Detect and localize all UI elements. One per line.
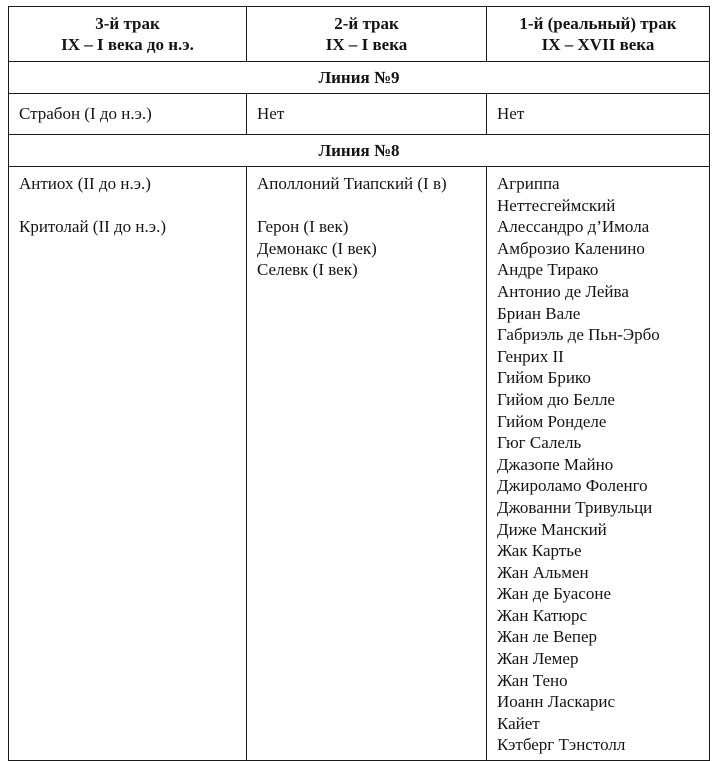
list-item: Гийом дю Белле (497, 389, 615, 409)
list-item: Иоанн Ласкарис (497, 692, 616, 712)
cell-track-3: Страбон (I до н.э.) (9, 94, 247, 135)
list-item: Генрих II (497, 346, 564, 366)
table-row-line-9 (9, 94, 710, 135)
header-cell-track-3 (9, 7, 247, 62)
list-item: Антиох (II до н.э.) (19, 174, 151, 193)
list-item: Кэтберг Тэнстолл (497, 735, 626, 755)
section-row-line-8 (9, 135, 710, 167)
header-title: 3-й трак (95, 14, 160, 33)
cell-track-2 (247, 167, 487, 761)
cell-track-1 (487, 167, 710, 761)
header-period: IX – I века до н.э. (61, 35, 194, 54)
list-item: Жан ле Вепер (497, 627, 598, 647)
list-item: Амброзио Каленино (497, 238, 645, 258)
list-item: Бриан Вале (497, 303, 581, 323)
header-period: IX – I века (325, 35, 408, 54)
section-row-line-9 (9, 62, 710, 94)
list-item: Джованни Тривульци (497, 497, 653, 517)
cell-track-1: Нет (487, 94, 710, 135)
list-item: Агриппа (497, 174, 560, 193)
header-cell-track-2 (247, 7, 487, 62)
list-item: Гийом Ронделе (497, 411, 607, 431)
list-item: Гийом Брико (497, 368, 591, 388)
list-item: Андре Тирако (497, 260, 599, 280)
list-item: Герон (I век) (257, 217, 349, 237)
header-title: 2-й трак (334, 14, 399, 33)
list-item: Диже Манский (497, 519, 607, 539)
header-period: IX – XVII века (541, 35, 655, 54)
cell-track-2: Нет (247, 94, 487, 135)
list-item: Джазопе Майно (497, 454, 614, 474)
list-item: Аполлоний Тиапский (I в) (257, 174, 447, 193)
header-row (9, 7, 710, 62)
header-title: 1-й (реальный) трак (519, 14, 677, 33)
list-item: Неттесгеймский (497, 195, 616, 215)
list-item: Жан Альмен (497, 562, 589, 582)
list-item: Гюг Салель (497, 433, 582, 453)
list-item: Жак Картье (497, 541, 582, 561)
list-item: Джироламо Фоленго (497, 476, 648, 496)
list-item: Демонакс (I век) (257, 238, 377, 258)
list-item: Жан Тено (497, 670, 568, 690)
list-item: Селевк (I век) (257, 260, 358, 280)
header-cell-track-1 (487, 7, 710, 62)
list-item: Жан Катюрс (497, 605, 588, 625)
table-row-line-8 (9, 167, 710, 761)
list-item: Габриэль де Пьн-Эрбо (497, 325, 660, 345)
list-item: Антонио де Лейва (497, 281, 629, 301)
list-item: Критолай (II до н.э.) (19, 217, 166, 237)
cell-track-3 (9, 167, 247, 761)
tracks-table (8, 6, 710, 761)
spacer (257, 195, 486, 217)
list-item: Кайет (497, 713, 540, 733)
list-item: Алессандро д’Имола (497, 217, 650, 237)
list-item: Жан Лемер (497, 649, 579, 669)
spacer (19, 195, 246, 217)
section-title-line-9: Линия №9 (9, 62, 710, 94)
section-title-line-8: Линия №8 (9, 135, 710, 167)
list-item: Жан де Буасоне (497, 584, 611, 604)
